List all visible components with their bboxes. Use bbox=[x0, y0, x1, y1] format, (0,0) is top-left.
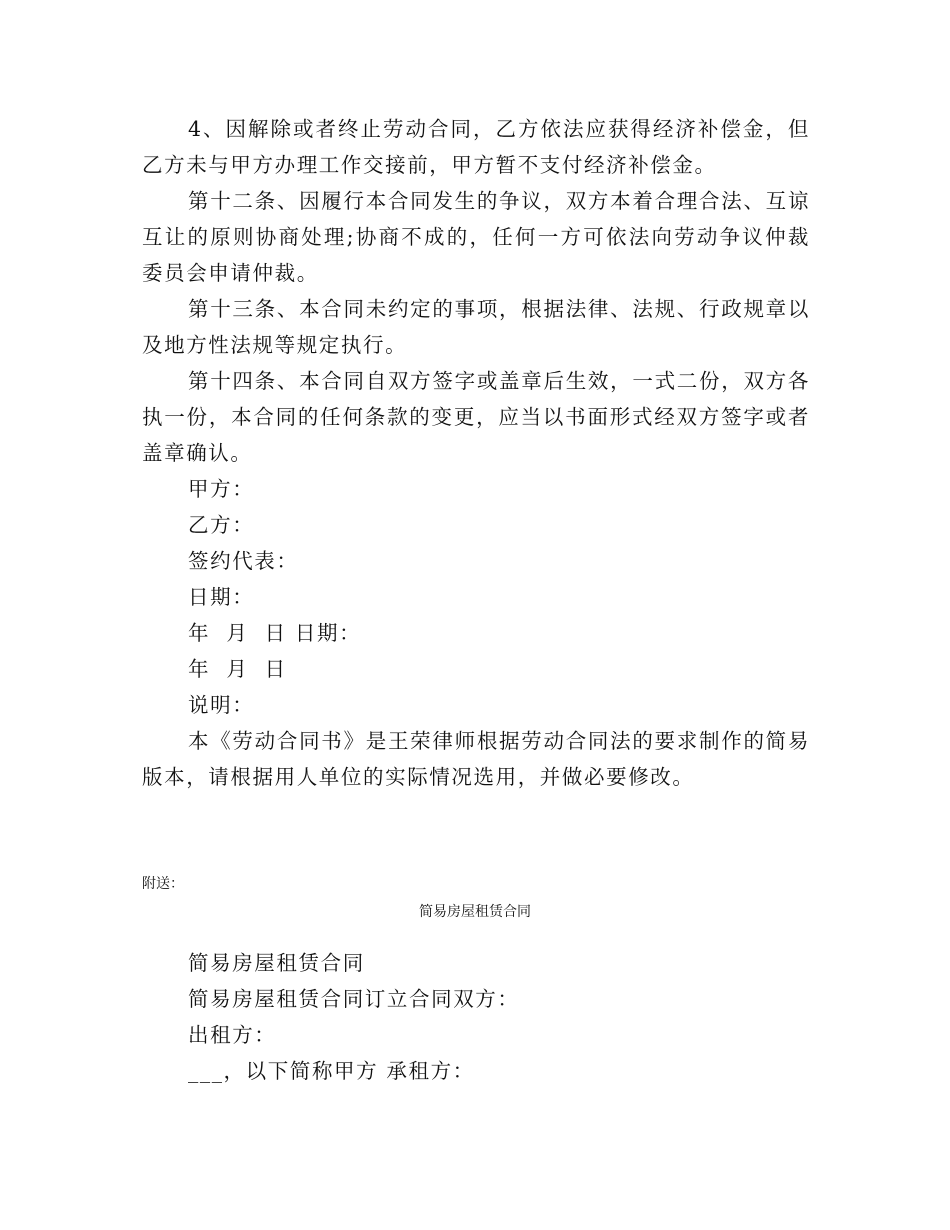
signature-party-a: 甲方： bbox=[188, 477, 255, 501]
appendix-title: 简易房屋租赁合同 bbox=[419, 904, 531, 920]
clause-paragraph: 4、因解除或者终止劳动合同，乙方依法应获得经济补偿金，但乙方未与甲方办理工作交接前，甲方暂不支付经济补偿金。 bbox=[142, 117, 810, 177]
clause-paragraph: 第十四条、本合同自双方签字或盖章后生效，一式二份，双方各执一份，本合同的任何条款的变更，应当以书面形式经双方签字或者盖章确认。 bbox=[142, 369, 810, 465]
signature-representative: 签约代表： bbox=[188, 549, 299, 573]
clause-paragraph: 第十二条、因履行本合同发生的争议，双方本着合理合法、互谅互让的原则协商处理;协商不成的，任何一方可依法向劳动争议仲裁委员会申请仲裁。 bbox=[142, 189, 810, 285]
signature-date-line: 年 月 日 日期： bbox=[188, 621, 362, 645]
note-heading: 说明： bbox=[188, 693, 255, 717]
appendix-label: 附送： bbox=[142, 876, 184, 892]
clause-paragraph: 第十三条、本合同未约定的事项，根据法律、法规、行政规章以及地方性法规等规定执行。 bbox=[142, 297, 810, 357]
labor-contract-closing-section bbox=[142, 111, 810, 795]
signature-date-line: 年 月 日 bbox=[188, 657, 287, 681]
signature-date: 日期： bbox=[188, 585, 255, 609]
lease-contract-section bbox=[142, 945, 810, 1089]
signature-party-b: 乙方： bbox=[188, 513, 255, 537]
lease-title-line: 简易房屋租赁合同 bbox=[188, 951, 365, 975]
note-paragraph: 本《劳动合同书》是王荣律师根据劳动合同法的要求制作的简易版本，请根据用人单位的实际情况选用，并做必要修改。 bbox=[142, 729, 810, 789]
lessor-line: 出租方： bbox=[188, 1023, 277, 1047]
lease-parties-line: 简易房屋租赁合同订立合同双方： bbox=[188, 987, 520, 1011]
lessee-line: ___，以下简称甲方 承租方： bbox=[188, 1059, 475, 1083]
